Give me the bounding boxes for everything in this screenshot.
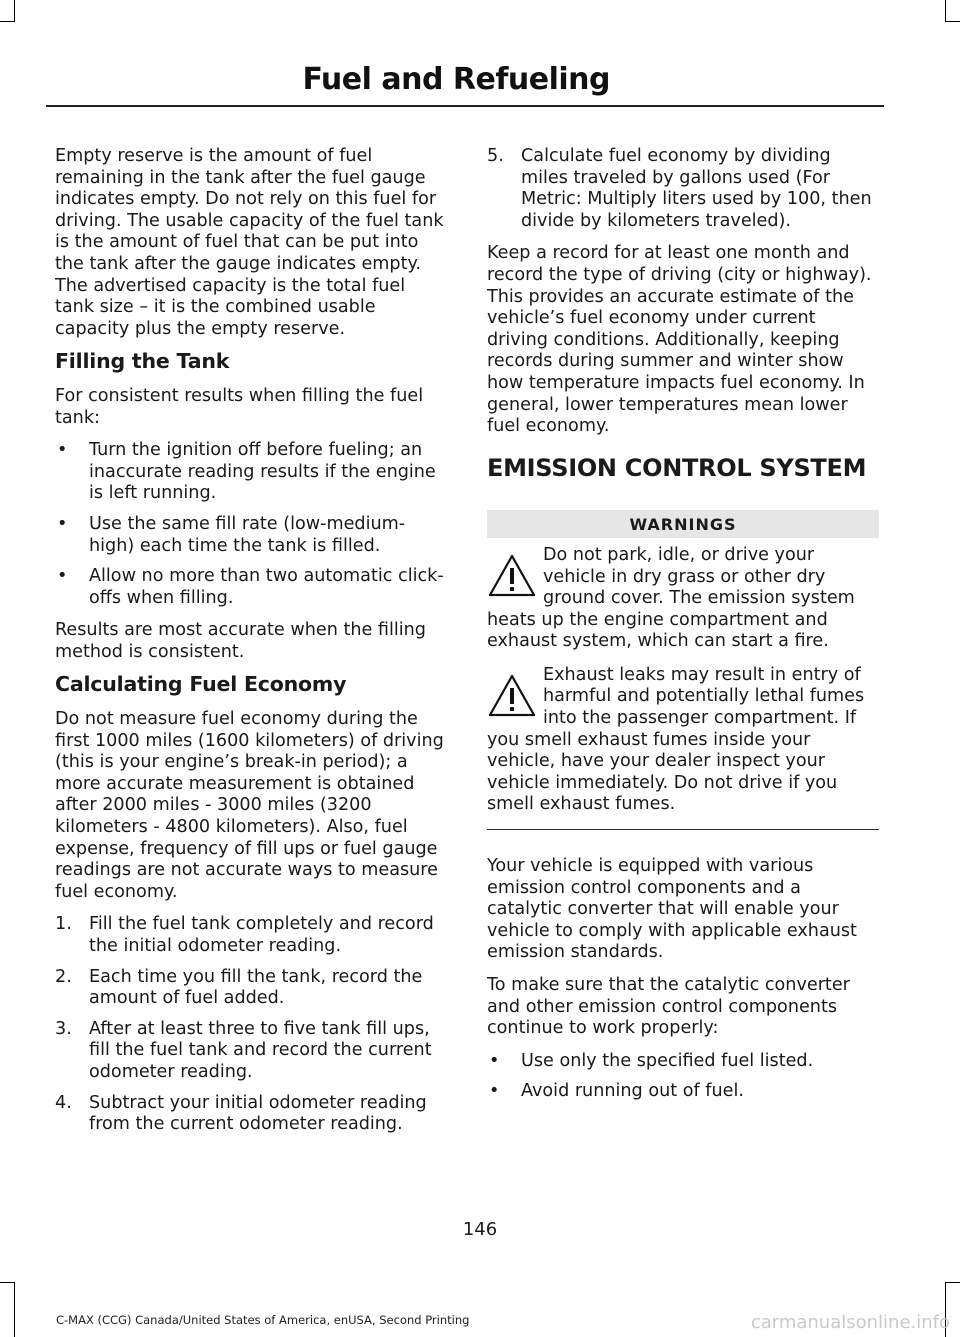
- calculating-intro: Do not measure fuel economy during the first 1000 miles (1600 kilometers) of driving (this is your engine’s break-in period); a more accurate measurement is obtained after 2000 miles - 3000 miles (3200 kilometers - 4800 kilometers). Also, fuel expense, frequency of fill ups or fuel gauge readings are not accurate ways to measure fuel economy.: [55, 709, 444, 902]
- bullet-marker: •: [489, 1050, 500, 1071]
- calculation-steps-continued: [487, 146, 879, 232]
- header-divider: [46, 105, 884, 107]
- list-item-text: Allow no more than two automatic click-offs when filling.: [89, 566, 444, 608]
- empty-reserve-paragraph: Empty reserve is the amount of fuel remaining in the tank after the fuel gauge indicates empty. Do not rely on this fuel for driving. The usable capacity of the fuel tank is the amount of fuel that can be put into the tank after the gauge indicates empty. The advertised capacity is the total fuel tank size – it is the combined usable capacity plus the empty reserve.: [55, 146, 444, 339]
- warning-block: [487, 545, 879, 653]
- step-text: Subtract your initial odometer reading from the current odometer reading.: [89, 1092, 427, 1135]
- step-number: 4.: [55, 1092, 72, 1113]
- step-text: Fill the fuel tank completely and record the initial odometer reading.: [89, 914, 434, 956]
- edition-footer: C-MAX (CCG) Canada/United States of America, enUSA, Second Printing: [56, 1313, 470, 1327]
- right-column: [487, 146, 879, 1114]
- crop-mark: [945, 21, 960, 22]
- step-number: 2.: [55, 966, 72, 987]
- list-item: [55, 514, 447, 557]
- list-item: [55, 1093, 447, 1136]
- crop-mark: [945, 1282, 960, 1283]
- warning-triangle-icon: [487, 553, 537, 599]
- step-number: 5.: [487, 146, 504, 166]
- record-paragraph: Keep a record for at least one month and record the type of driving (city or highway). This provides an accurate estimate of the vehicle’s fuel economy under current driving conditions. Additionally, keeping records during summer and winter show how temperature impacts fuel economy. In general, lower temperatures mean lower fuel economy.: [487, 243, 872, 437]
- list-item: [55, 440, 447, 505]
- filling-tank-heading: Filling the Tank: [55, 349, 230, 374]
- list-item: [55, 967, 447, 1010]
- warning-triangle-icon: [487, 673, 537, 719]
- list-item-text: Avoid running out of fuel.: [521, 1081, 744, 1102]
- page-title: Fuel and Refueling: [302, 62, 610, 97]
- warnings-header: WARNINGS: [487, 510, 879, 538]
- list-item: [487, 1051, 879, 1073]
- filling-intro: For consistent results when filling the fuel tank:: [55, 385, 424, 428]
- crop-mark: [945, 0, 946, 22]
- filling-outro: Results are most accurate when the filling method is consistent.: [55, 620, 426, 662]
- bullet-marker: •: [57, 440, 68, 461]
- list-item: [55, 914, 447, 957]
- left-column: [55, 146, 447, 1147]
- emission-control-heading: EMISSION CONTROL SYSTEM: [487, 453, 867, 482]
- calculation-steps: [55, 914, 447, 1135]
- page-number: 146: [462, 1219, 498, 1240]
- calculating-economy-heading: Calculating Fuel Economy: [55, 672, 347, 697]
- list-item: [55, 1019, 447, 1084]
- bullet-marker: •: [489, 1081, 500, 1102]
- step-number: 3.: [55, 1018, 72, 1039]
- bullet-marker: •: [57, 566, 68, 587]
- equipped-paragraph: Your vehicle is equipped with various emission control components and a catalytic converter that will enable your vehicle to comply with applicable exhaust emission standards.: [487, 856, 857, 963]
- bullet-marker: •: [57, 513, 68, 534]
- step-number: 1.: [55, 914, 72, 935]
- warnings-divider: [487, 829, 879, 830]
- emission-bullet-list: [487, 1051, 879, 1103]
- list-item-text: Use only the specified fuel listed.: [521, 1050, 814, 1071]
- list-item: [487, 1081, 879, 1103]
- warning-text: Exhaust leaks may result in entry of harmful and potentially lethal fumes into the passenger compartment. If you smell exhaust fumes inside your vehicle, have your dealer inspect your vehicle immediately. Do not drive if you smell exhaust fumes.: [487, 664, 865, 815]
- list-item: [487, 146, 879, 232]
- watermark: carmanualsonline.info: [750, 1312, 950, 1333]
- crop-mark: [14, 1282, 15, 1337]
- warning-text: Do not park, idle, or drive your vehicle in dry grass or other dry ground cover. The emission system heats up the engine compartment and exhaust system, which can start a fire.: [487, 544, 855, 652]
- crop-mark: [0, 1282, 15, 1283]
- crop-mark: [14, 0, 15, 22]
- filling-bullet-list: [55, 440, 447, 609]
- step-text: Calculate fuel economy by dividing miles traveled by gallons used (For Metric: Multiply liters used by 100, then divide by kilometers traveled).: [521, 146, 872, 231]
- crop-mark: [0, 21, 15, 22]
- list-item: [55, 566, 447, 609]
- list-item-text: Use the same fill rate (low-medium-high) each time the tank is filled.: [89, 513, 406, 556]
- ensure-paragraph: To make sure that the catalytic converter and other emission control components continue to work properly:: [487, 975, 850, 1039]
- warning-block: [487, 665, 879, 816]
- list-item-text: Turn the ignition off before fueling; an inaccurate reading results if the engine is left running.: [89, 440, 436, 504]
- step-text: After at least three to five tank fill ups, fill the fuel tank and record the current odometer reading.: [89, 1018, 432, 1082]
- step-text: Each time you fill the tank, record the amount of fuel added.: [89, 966, 423, 1009]
